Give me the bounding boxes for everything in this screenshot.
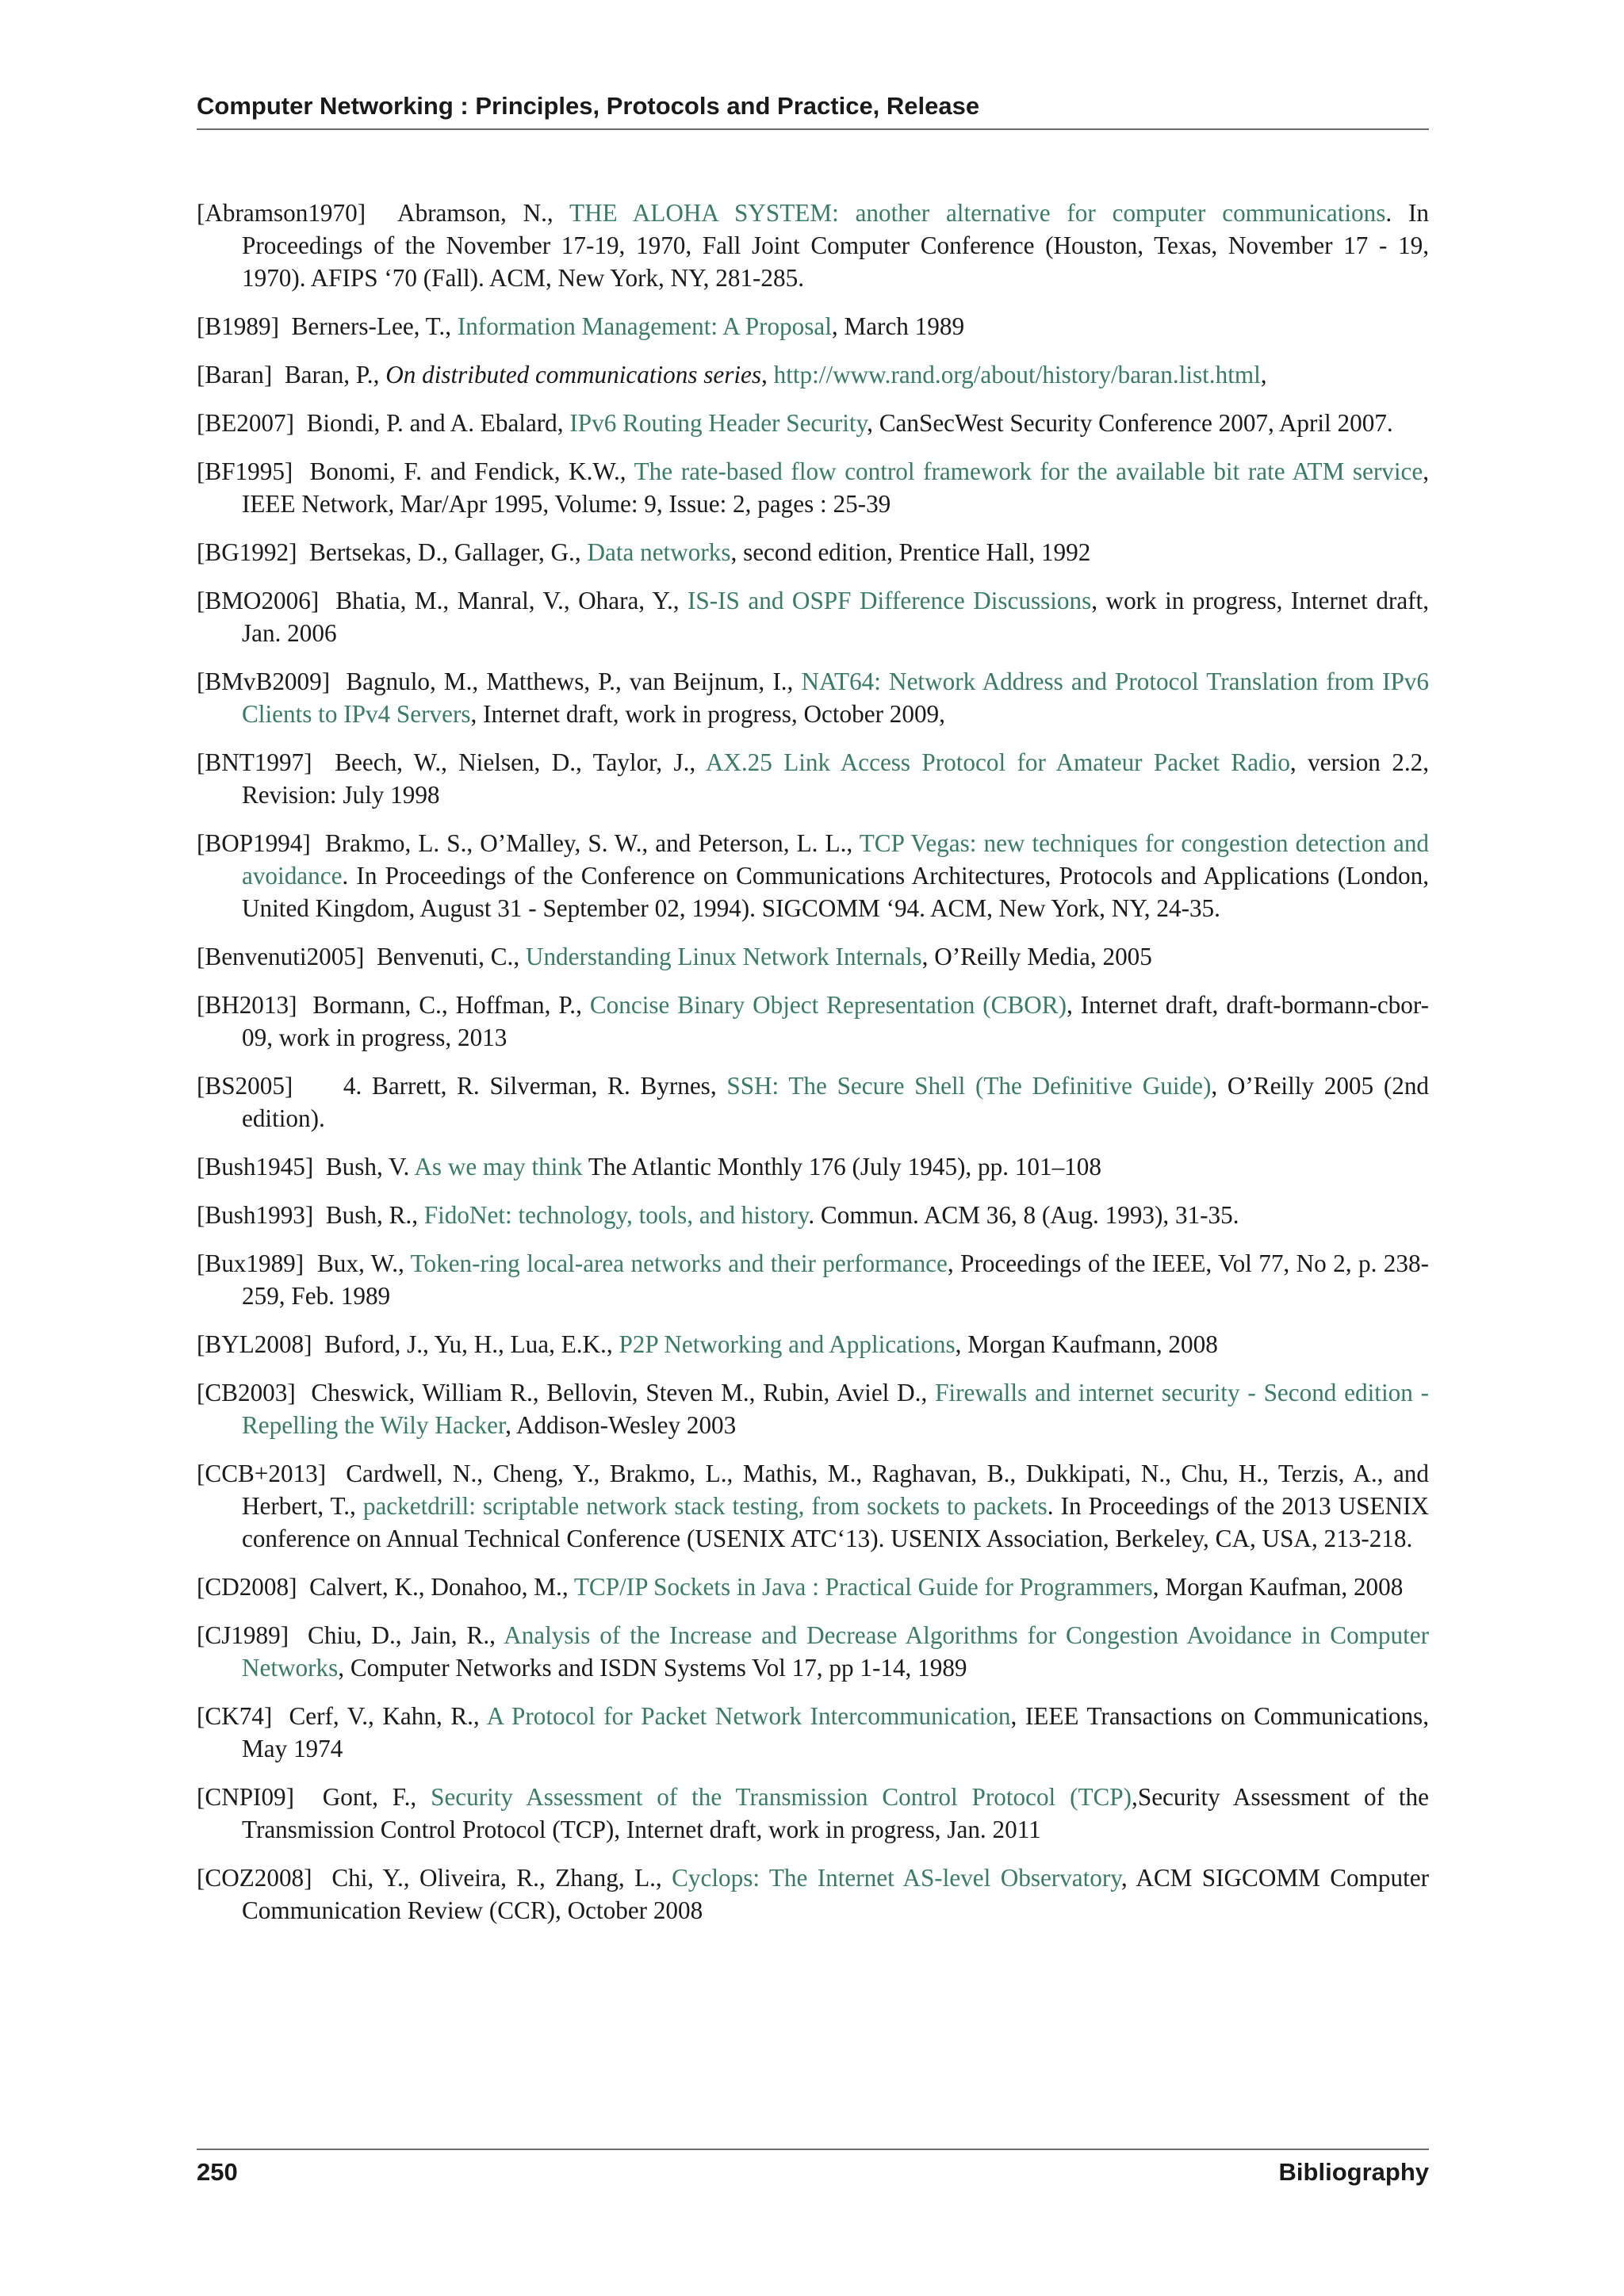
reference-link[interactable]: SSH: The Secure Shell (The Definitive Guide) [726,1072,1212,1100]
reference-entry [197,1247,1429,1312]
reference-link[interactable]: NAT64: Network Address and Protocol Translation from IPv6 Clients to IPv4 Servers [242,668,1429,728]
citation-key: [CB2003] [197,1379,296,1406]
citation-key: [Bush1993] [197,1201,314,1229]
reference-entry [197,1070,1429,1135]
reference-details: , CanSecWest Security Conference 2007, April 2007. [867,409,1393,437]
reference-entry [197,1376,1429,1441]
page-footer [197,2149,1429,2198]
reference-authors: Calvert, K., Donahoo, M., [309,1573,574,1601]
reference-link[interactable]: The rate-based flow control framework for the available bit rate ATM service [634,457,1423,485]
reference-details: , second edition, Prentice Hall, 1992 [730,538,1091,566]
page-number: 250 [197,2158,238,2186]
citation-key: [BMvB2009] [197,668,331,695]
citation-key: [Baran] [197,361,273,388]
reference-authors: Bush, V. [325,1153,415,1181]
reference-details: , March 1989 [831,312,965,340]
reference-authors: Cerf, V., Kahn, R., [289,1702,487,1730]
reference-authors: Benvenuti, C., [376,943,526,970]
reference-link[interactable]: Understanding Linux Network Internals [525,943,922,970]
reference-link[interactable]: packetdrill: scriptable network stack testing, from sockets to packets [362,1492,1048,1520]
reference-link[interactable]: Security Assessment of the Transmission Control Protocol (TCP) [431,1783,1132,1811]
reference-authors: Bux, W., [316,1249,411,1277]
reference-link[interactable]: THE ALOHA SYSTEM: another alternative for computer communications [569,199,1386,227]
reference-authors: Chiu, D., Jain, R., [308,1621,504,1649]
reference-entry [197,940,1429,973]
citation-key: [Benvenuti2005] [197,943,365,970]
reference-entry [197,827,1429,924]
reference-link[interactable]: AX.25 Link Access Protocol for Amateur Packet Radio [705,748,1290,776]
reference-authors: Bertsekas, D., Gallager, G., [309,538,588,566]
reference-link[interactable]: Concise Binary Object Representation (CBOR) [589,991,1067,1019]
reference-authors: Brakmo, L. S., O’Malley, S. W., and Peterson, L. L., [324,829,860,857]
reference-link[interactable]: As we may think [414,1153,583,1181]
reference-entry [197,1199,1429,1231]
citation-key: [BMO2006] [197,587,320,614]
reference-details: , Computer Networks and ISDN Systems Vol 17, pp 1-14, 1989 [338,1654,967,1682]
citation-key: [BNT1997] [197,748,312,776]
page-header [197,89,1429,130]
reference-authors: Bormann, C., Hoffman, P., [312,991,590,1019]
reference-entry [197,665,1429,730]
citation-key: [Abramson1970] [197,199,366,227]
reference-details: , Morgan Kaufmann, 2008 [955,1330,1218,1358]
reference-link[interactable]: Token-ring local-area networks and their performance [410,1249,948,1277]
reference-authors: Buford, J., Yu, H., Lua, E.K., [324,1330,619,1358]
reference-authors: Bush, R., [325,1201,424,1229]
reference-authors: 4. Barrett, R. Silverman, R. Byrnes, [343,1072,727,1100]
reference-link[interactable]: P2P Networking and Applications [619,1330,956,1358]
citation-key: [CNPI09] [197,1783,295,1811]
citation-key: [B1989] [197,312,279,340]
citation-key: [BF1995] [197,457,293,485]
citation-key: [BH2013] [197,991,297,1019]
reference-link[interactable]: IPv6 Routing Header Security [569,409,868,437]
reference-details: , ACM SIGCOMM Computer Communication Review (CCR), October 2008 [242,1864,1429,1924]
reference-entry [197,1150,1429,1183]
reference-details: , IEEE Network, Mar/Apr 1995, Volume: 9, Issue: 2, pages : 25-39 [242,457,1429,518]
reference-authors: Baran, P., [284,361,386,388]
reference-authors: Biondi, P. and A. Ebalard, [306,409,570,437]
citation-key: [Bush1945] [197,1153,314,1181]
reference-authors: Gont, F., [322,1783,431,1811]
reference-title-italic: On distributed communications series [385,361,762,388]
citation-key: [BYL2008] [197,1330,312,1358]
reference-link[interactable]: TCP/IP Sockets in Java : Practical Guide for Programmers [573,1573,1153,1601]
reference-entry [197,1862,1429,1927]
reference-details: , work in progress, Internet draft, Jan. 2006 [242,587,1430,647]
reference-link[interactable]: Firewalls and internet security - Second edition - Repelling the Wily Hacker [242,1379,1429,1439]
reference-details: , [1260,361,1267,388]
bibliography-list [197,197,1429,1942]
reference-details: , O’Reilly 2005 (2nd edition). [242,1072,1430,1132]
running-title: Computer Networking : Principles, Protocols and Practice, Release [197,92,980,120]
reference-details: , Internet draft, draft-bormann-cbor-09, work in progress, 2013 [242,991,1430,1051]
citation-key: [CD2008] [197,1573,297,1601]
reference-details: , version 2.2, Revision: July 1998 [242,748,1430,809]
reference-link[interactable]: Cyclops: The Internet AS-level Observatory [672,1864,1121,1892]
reference-entry [197,197,1429,294]
reference-details: ,Security Assessment of the Transmission Control Protocol (TCP), Internet draft, work in progress, Jan. 2011 [242,1783,1429,1843]
section-name: Bibliography [1278,2158,1429,2186]
reference-entry [197,1619,1429,1684]
reference-link[interactable]: Information Management: A Proposal [457,312,832,340]
reference-link[interactable]: A Protocol for Packet Network Intercommunication [486,1702,1011,1730]
reference-entry [197,536,1429,568]
reference-entry [197,1457,1429,1555]
reference-details: . In Proceedings of the Conference on Communications Architectures, Protocols and Applications (London, United Kingdom, August 31 - September 02, 1994). SIGCOMM ‘94. ACM, New York, NY, 24-35. [242,862,1429,922]
reference-details: . In Proceedings of the November 17-19, 1970, Fall Joint Computer Conference (Houston, Texas, November 17 - 19, 1970). AFIPS ‘70 (Fall). ACM, New York, NY, 281-285. [242,199,1429,292]
reference-entry [197,455,1429,520]
reference-authors: Berners-Lee, T., [291,312,458,340]
reference-details: , Proceedings of the IEEE, Vol 77, No 2, p. 238-259, Feb. 1989 [242,1249,1429,1310]
reference-details: , Internet draft, work in progress, October 2009, [470,700,945,728]
reference-entry [197,310,1429,342]
reference-authors: Bhatia, M., Manral, V., Ohara, Y., [335,587,688,614]
reference-link[interactable]: Analysis of the Increase and Decrease Algorithms for Congestion Avoidance in Computer Networks [242,1621,1430,1682]
citation-key: [BS2005] [197,1072,293,1100]
reference-entry [197,989,1429,1054]
reference-authors: Bagnulo, M., Matthews, P., van Beijnum, I., [346,668,802,695]
reference-details: . Commun. ACM 36, 8 (Aug. 1993), 31-35. [808,1201,1239,1229]
reference-entry [197,1328,1429,1360]
reference-details: . In Proceedings of the 2013 USENIX conference on Annual Technical Conference (USENIX ATC‘13). USENIX Association, Berkeley, CA, USA, 213-218. [242,1492,1429,1552]
reference-details: , Addison-Wesley 2003 [505,1411,737,1439]
reference-entry [197,1700,1429,1765]
reference-url[interactable]: http://www.rand.org/about/history/baran.list.html [773,361,1261,388]
reference-entry [197,1571,1429,1603]
reference-entry [197,358,1429,391]
citation-key: [BE2007] [197,409,294,437]
reference-link[interactable]: TCP Vegas: new techniques for congestion detection and avoidance [242,829,1430,890]
reference-authors: Chi, Y., Oliveira, R., Zhang, L., [331,1864,672,1892]
reference-entry [197,1781,1429,1846]
citation-key: [CJ1989] [197,1621,289,1649]
reference-entry [197,584,1429,649]
citation-key: [Bux1989] [197,1249,304,1277]
citation-key: [BOP1994] [197,829,311,857]
citation-key: [BG1992] [197,538,297,566]
reference-authors: Bonomi, F. and Fendick, K.W., [309,457,634,485]
citation-key: [CK74] [197,1702,273,1730]
reference-link[interactable]: FidoNet: technology, tools, and history [423,1201,809,1229]
reference-authors: Cardwell, N., Cheng, Y., Brakmo, L., Mathis, M., Raghavan, B., Dukkipati, N., Chu, H., Terzis, A., and Herbert, T., [242,1460,1429,1520]
reference-entry [197,746,1429,811]
reference-details: , O’Reilly Media, 2005 [921,943,1152,970]
reference-authors: Cheswick, William R., Bellovin, Steven M., Rubin, Aviel D., [311,1379,936,1406]
reference-details: The Atlantic Monthly 176 (July 1945), pp. 101–108 [582,1153,1101,1181]
reference-authors: Beech, W., Nielsen, D., Taylor, J., [335,748,706,776]
reference-details: , Morgan Kaufman, 2008 [1152,1573,1404,1601]
citation-key: [CCB+2013] [197,1460,327,1487]
reference-authors: Abramson, N., [397,199,570,227]
reference-entry [197,407,1429,439]
citation-key: [COZ2008] [197,1864,312,1892]
reference-link[interactable]: Data networks [587,538,731,566]
reference-separator: , [761,361,774,388]
reference-link[interactable]: IS-IS and OSPF Difference Discussions [688,587,1092,614]
reference-details: , IEEE Transactions on Communications, May 1974 [242,1702,1429,1762]
